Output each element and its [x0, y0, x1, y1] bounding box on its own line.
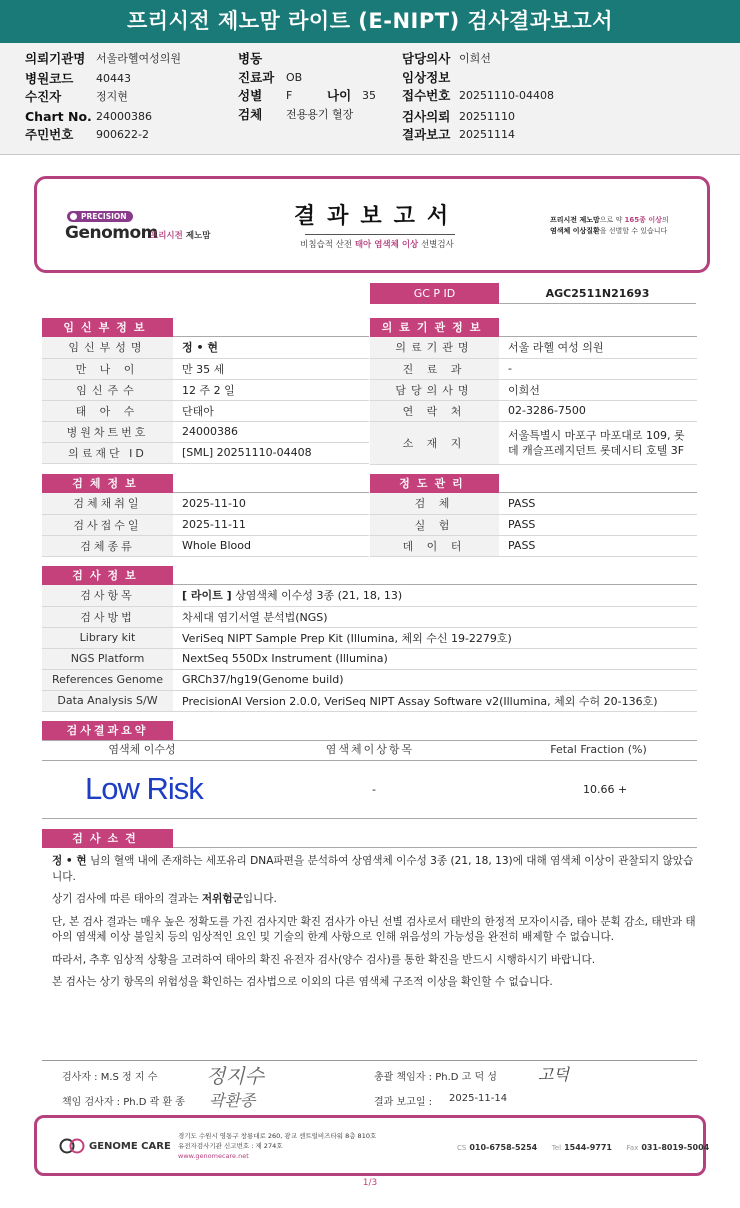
- analysis-sw-label: Data Analysis S/W: [42, 690, 173, 711]
- library-kit-label: Library kit: [42, 627, 173, 648]
- institution-name-label: 의료기관명: [370, 337, 499, 358]
- responsible-signature: 곽환종: [209, 1091, 256, 1110]
- qc-specimen-value: PASS: [499, 493, 697, 514]
- remark-scope: 본 검사는 상기 항목의 위험성을 확인하는 검사법으로 이외의 다른 염색체 구조적 이상을 확인할 수 없습니다.: [52, 976, 553, 988]
- footer-address: 경기도 수원시 영통구 창룡대로 260, 광교 센트럴비즈타워 8층 810호 유전자검사기관 신고번호 : 제 274호 www.genomecare.net: [178, 1132, 377, 1160]
- summary-bottom-line: [42, 818, 697, 819]
- header-chart-no: Chart No. 24000386: [25, 109, 152, 124]
- institution-name-value: 서울 라헬 여성 의원: [499, 337, 697, 358]
- receipt-date-label: 검사접수일: [42, 514, 173, 535]
- department-label: 진 료 과: [370, 358, 499, 379]
- receipt-date-value: 2025-11-11: [173, 514, 369, 535]
- remark-limitation: 단, 본 검사 결과는 매우 높은 정확도를 가진 검사지만 확진 검사가 아닌 선별 검사로서 태반의 한정적 모자이시즘, 태아 분획 감소, 태반과 태아의 염색체 이상 불일치 등의 임상적인 요인 및 기술의 한계 사항으로 인해 위음성의 가능성을 완전히 배제할 수 없습니다.: [52, 915, 696, 943]
- analysis-sw-value: PrecisionAI Version 2.0.0, VeriSeq NIPT Assay Software v2(Illumina, 체외 수허 20-136호): [173, 690, 697, 711]
- page-title: 프리시전 제노맘 라이트 (E-NIPT) 검사결과보고서: [0, 0, 740, 43]
- header-hospital-code: 병원코드 40443: [25, 71, 131, 86]
- summary-header-line: [42, 760, 697, 761]
- fetus-count-value: 단태아: [173, 400, 369, 421]
- section-institution-info: 의료기관정보: [370, 318, 499, 337]
- library-kit-value: VeriSeq NIPT Sample Prep Kit (Illumina, 체외 수신 19-2279호): [173, 627, 697, 648]
- genome-care-name: GENOME CARE: [89, 1141, 171, 1152]
- specimen-type-label: 검체종류: [42, 535, 173, 556]
- report-date-value: 2025-11-14: [449, 1093, 508, 1104]
- chief-label: 총괄 책임자 : Ph.D 고 덕 성: [374, 1072, 497, 1083]
- header-ward: 병동: [238, 51, 263, 66]
- section-test-info: 검사정보: [42, 566, 173, 585]
- ngs-platform-value: NextSeq 550Dx Instrument (Illumina): [173, 648, 697, 669]
- contact-value: 02-3286-7500: [499, 400, 697, 421]
- summary-item-value: -: [372, 783, 376, 796]
- gestation-value: 12 주 2 일: [173, 379, 369, 400]
- pregnant-name-value: 정 • 현: [173, 337, 369, 358]
- qc-data-value: PASS: [499, 535, 697, 556]
- header-patient: 수진자 정지현: [25, 89, 128, 104]
- collection-date-value: 2025-11-10: [173, 493, 369, 514]
- address-value: 서울특별시 마포구 마포대로 109, 롯데 캐슬프레지던트 롯데시티 호텔 3F: [499, 421, 697, 464]
- section-qc: 정도관리: [370, 474, 499, 493]
- contact-label: 연 락 처: [370, 400, 499, 421]
- header-receipt-no: 접수번호 20251110-04408: [402, 88, 554, 103]
- remark-followup: 따라서, 추후 임상적 상황을 고려하여 태아의 확진 유전자 검사(양수 검사)를 통한 확진을 반드시 시행하시기 바랍니다.: [52, 953, 596, 966]
- remark-risk: 상기 검사에 따른 태아의 결과는 저위험군입니다.: [52, 893, 277, 905]
- test-item-label: 검사항목: [42, 585, 173, 606]
- genome-care-logo-icon: [59, 1138, 85, 1154]
- order-header: [0, 43, 740, 155]
- page-number: 1/3: [362, 1178, 378, 1188]
- age-value: 만 35 세: [173, 358, 369, 379]
- qc-experiment-value: PASS: [499, 514, 697, 535]
- qc-experiment-label: 실 험: [370, 514, 499, 535]
- remarks-text: [52, 854, 697, 998]
- header-report-date: 결과보고 20251114: [402, 127, 515, 142]
- header-doctor: 담당의사 이희선: [402, 51, 491, 66]
- reference-genome-label: References Genome: [42, 669, 173, 690]
- report-title: 결과보고서: [293, 204, 461, 229]
- fetal-fraction-value: 10.66 +: [583, 783, 628, 796]
- summary-col-items: 염색체이상항목: [325, 743, 415, 756]
- precision-badge: PRECISION: [67, 211, 133, 222]
- test-item-value: [ 라이트 ] 상염색체 이수성 3종 (21, 18, 13): [173, 585, 697, 606]
- reference-genome-value: GRCh37/hg19(Genome build): [173, 669, 697, 690]
- foundation-id-label: 의료재단 ID: [42, 442, 173, 463]
- banner-description: 프리시전 제노맘으로 약 165종 이상의 염색체 이상질환을 선별할 수 있습니다: [550, 216, 669, 235]
- tester-signature: 정지수: [206, 1064, 264, 1088]
- header-age: 나이 35: [327, 88, 376, 103]
- chart-no-label: 병원차트번호: [42, 421, 173, 442]
- header-department: 진료과 OB: [238, 70, 303, 85]
- pregnant-name-label: 임신부성명: [42, 337, 173, 358]
- tester-label: 검사자 : M.S 정 지 수: [62, 1072, 158, 1083]
- section-specimen-info: 검체정보: [42, 474, 173, 493]
- report-date-label: 결과 보고일 :: [374, 1097, 433, 1108]
- title-underline: [305, 234, 455, 235]
- result-low-risk: Low Risk: [85, 771, 203, 806]
- header-specimen: 검체 전용용기 혈장: [238, 107, 354, 122]
- section-pregnant-info: 임신부정보: [42, 318, 173, 337]
- chart-no-value: 24000386: [173, 421, 369, 442]
- brand-subtitle: 프리시전 제노맘: [150, 231, 211, 241]
- summary-col-ff: Fetal Fraction (%): [550, 743, 647, 756]
- footer: [34, 1115, 710, 1176]
- department-value: -: [499, 358, 697, 379]
- doctor-label: 담당의사명: [370, 379, 499, 400]
- qc-table: [370, 493, 697, 557]
- remark-result: 정 • 현 님의 혈액 내에 존재하는 세포유리 DNA파편을 분석하여 상염색체 이수성 3종 (21, 18, 13)에 대해 염색체 이상이 관찰되지 않았습니다.: [52, 855, 694, 883]
- ngs-platform-label: NGS Platform: [42, 648, 173, 669]
- specimen-info-table: [42, 493, 369, 557]
- test-method-value: 차세대 염기서열 분석법(NGS): [173, 606, 697, 627]
- test-method-label: 검사방법: [42, 606, 173, 627]
- collection-date-label: 검체채취일: [42, 493, 173, 514]
- header-sex: 성별 F: [238, 88, 293, 103]
- header-clinical-info: 임상정보: [402, 70, 451, 85]
- genomom-logo: Genomom: [65, 223, 158, 243]
- report-banner: [34, 176, 710, 273]
- footer-contacts: CS 010-6758-5254 Tel 1544-9771 Fax 031-8019-5004: [457, 1143, 710, 1152]
- section-summary: 검사결과요약: [42, 721, 173, 740]
- footer-website[interactable]: www.genomecare.net: [178, 1152, 249, 1160]
- gcp-id-value: AGC2511N21693: [499, 283, 696, 304]
- header-id-no: 주민번호 900622-2: [25, 127, 149, 142]
- signature-divider: [42, 1060, 697, 1061]
- chief-signature: 고덕: [538, 1065, 569, 1084]
- header-institution: 의뢰기관명 서울라헬여성의원: [25, 51, 182, 66]
- header-request-date: 검사의뢰 20251110: [402, 109, 515, 124]
- summary-col-aneuploidy: 염색체 이수성: [108, 743, 176, 756]
- test-info-table: [42, 585, 697, 712]
- address-label: 소 재 지: [370, 421, 499, 464]
- doctor-value: 이희선: [499, 379, 697, 400]
- foundation-id-value: [SML] 20251110-04408: [173, 442, 369, 463]
- section-divider: [173, 847, 697, 848]
- gcp-id-label: GC P ID: [370, 283, 499, 304]
- specimen-type-value: Whole Blood: [173, 535, 369, 556]
- section-remarks: 검사소견: [42, 829, 173, 848]
- responsible-label: 책임 검사자 : Ph.D 곽 환 종: [62, 1097, 185, 1108]
- pregnant-info-table: [42, 337, 369, 464]
- gestation-label: 임신주수: [42, 379, 173, 400]
- age-label: 만 나 이: [42, 358, 173, 379]
- fetus-count-label: 태 아 수: [42, 400, 173, 421]
- report-subtitle: 비침습적 산전 태아 염색체 이상 선별검사: [300, 240, 454, 250]
- institution-info-table: [370, 337, 697, 465]
- qc-specimen-label: 검 체: [370, 493, 499, 514]
- qc-data-label: 데 이 터: [370, 535, 499, 556]
